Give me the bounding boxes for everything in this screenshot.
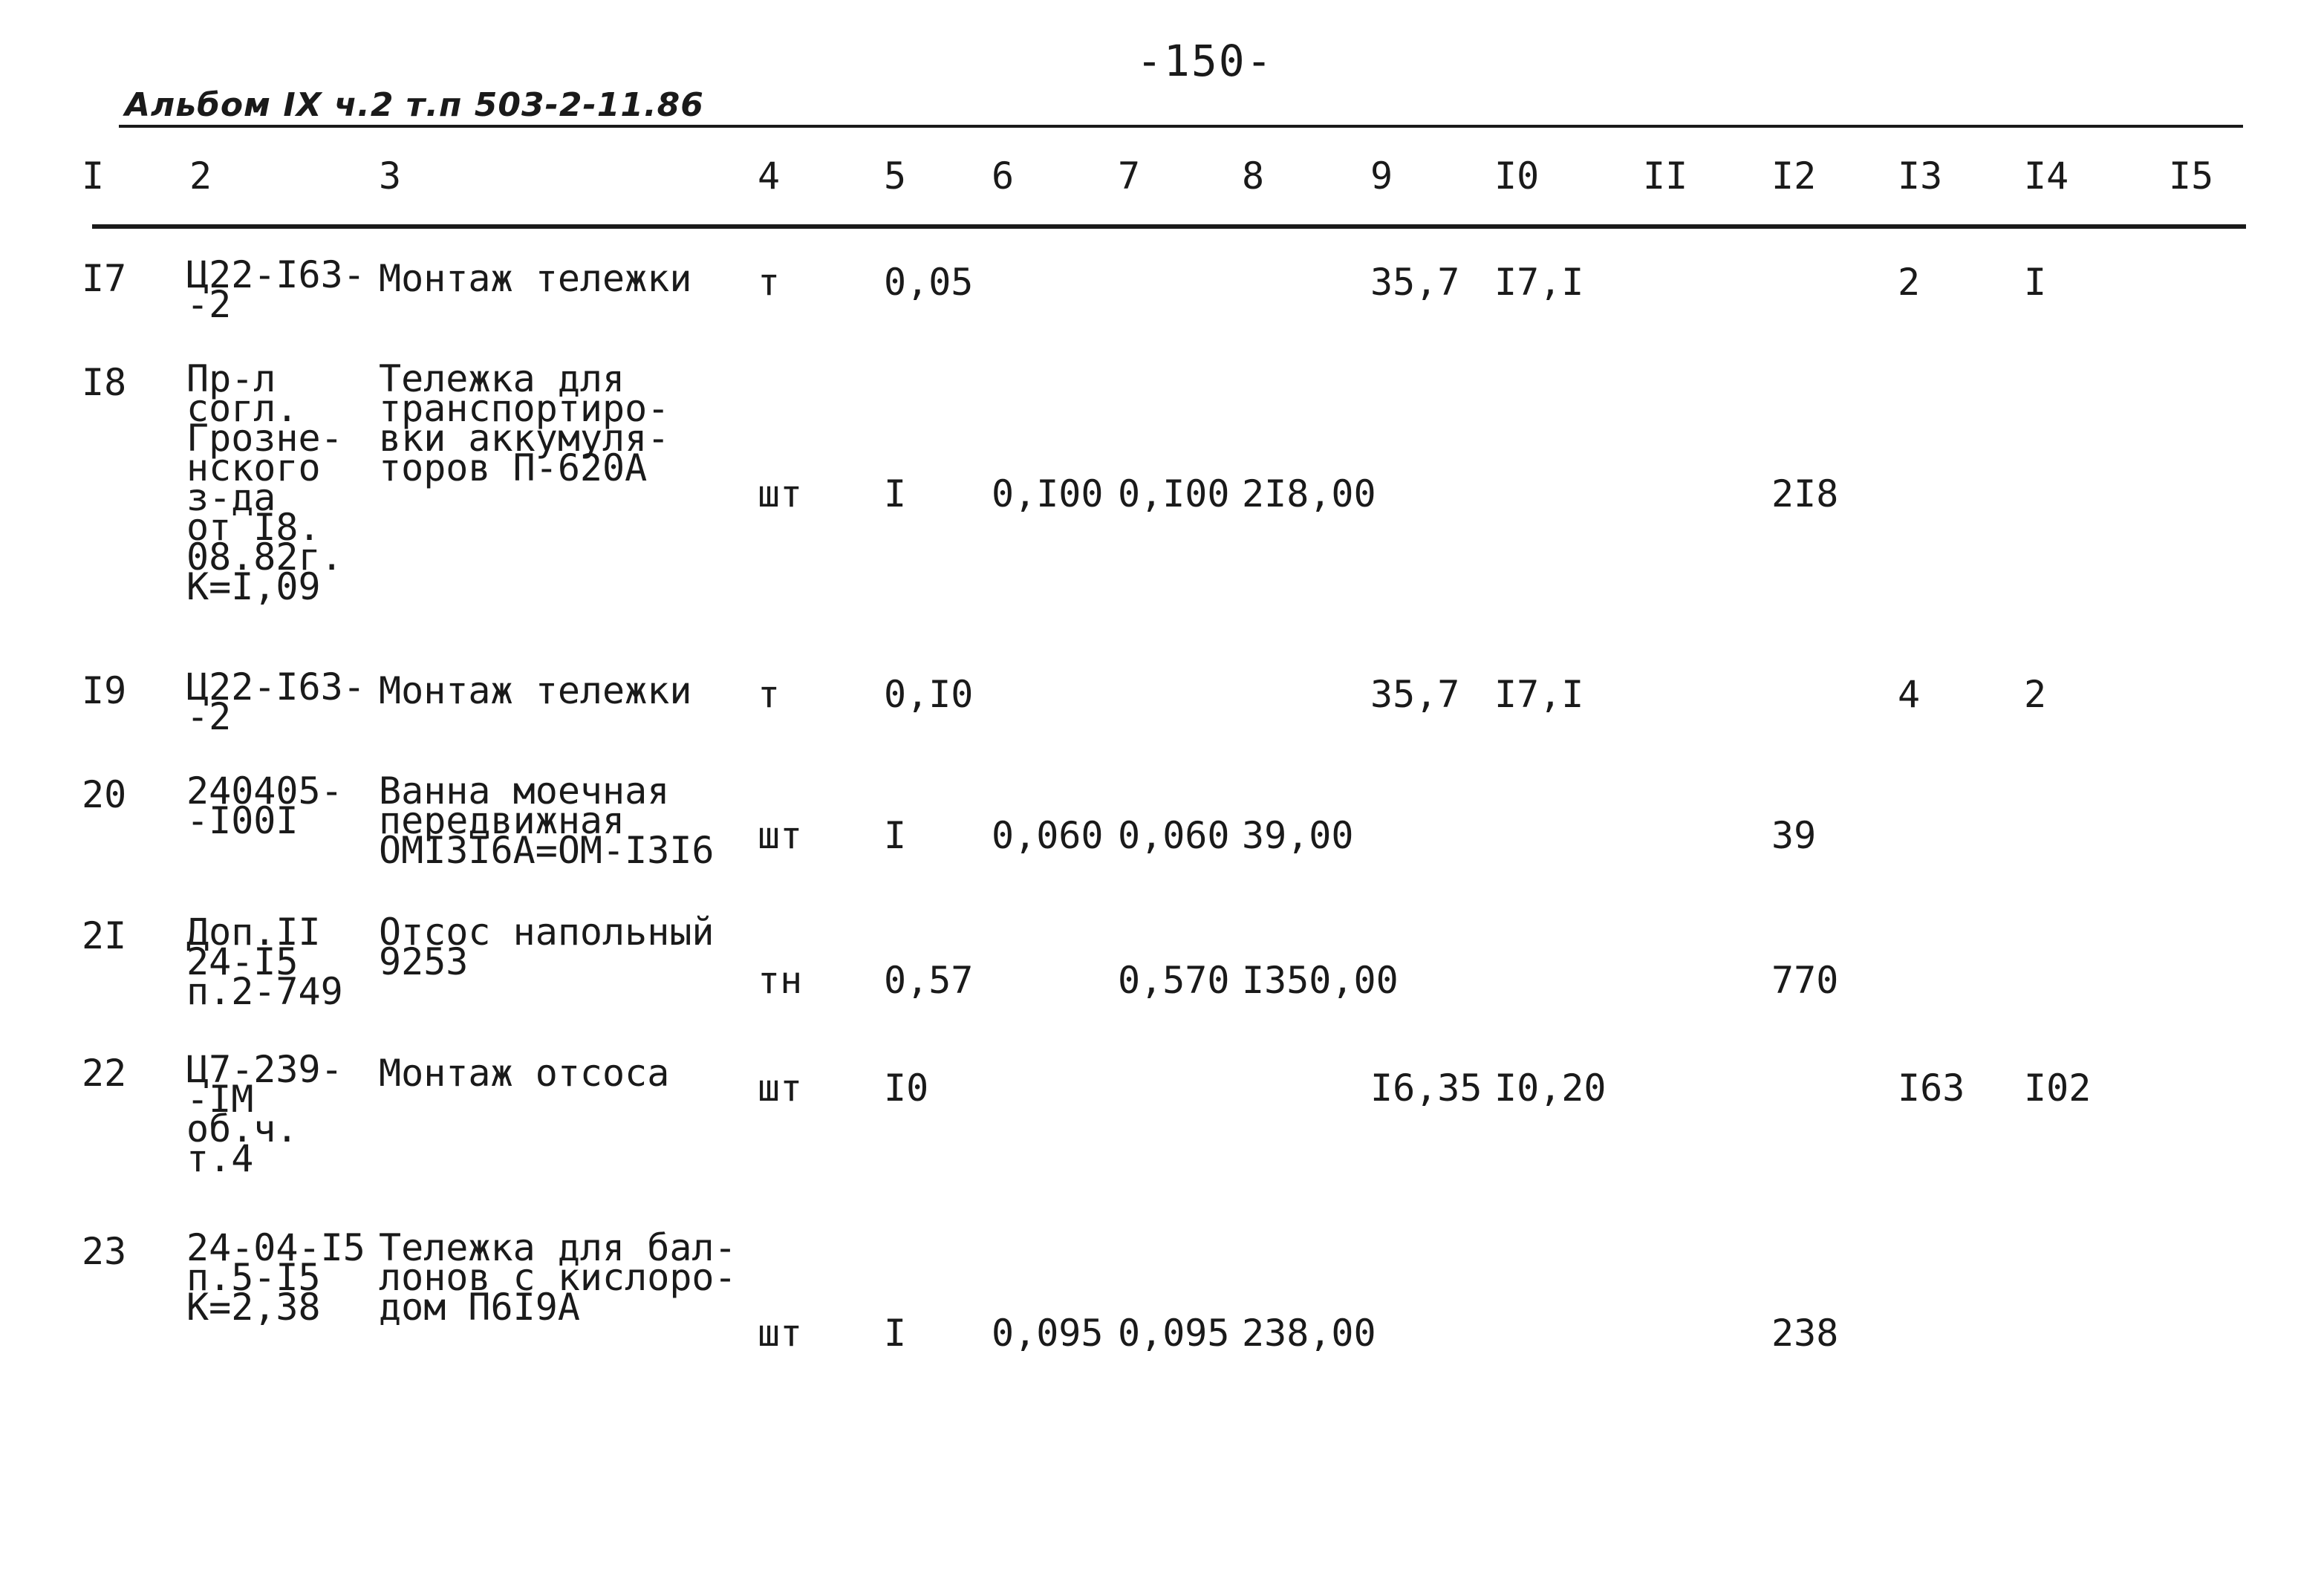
column-header: 6 [992,154,1015,198]
table-cell: I0,20 [1494,1067,1607,1110]
table-cell: I [884,814,907,857]
table-cell: I9 [82,669,127,712]
table-cell: 2 [1898,261,1921,304]
table-cell: I6,35 [1370,1067,1482,1110]
table-cell: 0,I0 [884,673,974,716]
album-note: Альбом IX ч.2 т.п 503-2-11.86 [125,86,704,124]
table-cell: Монтаж тележки [379,669,692,712]
table-cell: 2I8 [1771,472,1839,515]
table-cell: I [2024,261,2047,304]
table-cell: 24-04-I5 п.5-I5 К=2,38 [186,1226,365,1329]
table-cell: I7 [82,257,127,300]
table-cell: Монтаж тележки [379,257,692,300]
table-cell: Ц22-I63- -2 [186,253,365,326]
table-cell: 0,060 [992,814,1104,857]
table-cell: 20 [82,773,127,816]
table-cell: 238 [1771,1312,1839,1355]
table-cell: 770 [1771,959,1839,1002]
table-cell: I63 [1898,1067,1965,1110]
table-cell: 23 [82,1230,127,1273]
table-cell: Ванна моечная передвижная ОМI3I6А=ОМ-I3I6 [379,769,715,872]
table-cell: 35,7 [1370,673,1460,716]
table-cell: 0,060 [1118,814,1230,857]
table-cell: 0,57 [884,959,974,1002]
column-header: 2 [189,154,212,198]
table-cell: 0,095 [992,1312,1104,1355]
column-header: I0 [1494,154,1540,198]
table-cell: т [758,261,781,304]
table-cell: 0,I00 [992,472,1104,515]
table-cell: I02 [2024,1067,2092,1110]
header-bottom-rule [92,224,2246,229]
table-cell: шт [758,1312,803,1355]
table-cell: I7,I [1494,673,1584,716]
table-cell: шт [758,1067,803,1110]
table-cell: 2 [2024,673,2047,716]
table-cell: тн [758,959,803,1002]
table-cell: Ц7-239- -IМ об.ч. т.4 [186,1048,343,1180]
table-cell: 22 [82,1052,127,1095]
table-cell: 238,00 [1242,1312,1376,1355]
table-cell: 39 [1771,814,1817,857]
table-cell: Доп.II 24-I5 п.2-749 [186,911,343,1013]
table-cell: I [884,1312,907,1355]
column-header: II [1643,154,1688,198]
table-cell: I [884,472,907,515]
table-cell: 2I8,00 [1242,472,1376,515]
table-cell: 35,7 [1370,261,1460,304]
table-cell: т [758,673,781,716]
column-header: 5 [884,154,907,198]
column-header: I3 [1898,154,1943,198]
header-top-rule [119,125,2243,128]
column-header: I [82,154,105,198]
column-header: I5 [2169,154,2214,198]
table-cell: шт [758,814,803,857]
column-header: I2 [1771,154,1817,198]
column-header: 8 [1242,154,1265,198]
table-cell: I350,00 [1242,959,1399,1002]
column-header: I4 [2024,154,2069,198]
table-cell: I7,I [1494,261,1584,304]
table-cell: 2I [82,914,127,957]
column-header: 4 [758,154,781,198]
column-header: 7 [1118,154,1141,198]
column-header: 9 [1370,154,1393,198]
table-cell: Монтаж отсоса [379,1052,670,1095]
table-cell: Тележка для транспортиро- вки аккумуля- торов П-620А [379,357,670,489]
table-cell: 0,570 [1118,959,1230,1002]
table-cell: Тележка для бал- лонов с кислоро- дом П6I9А [379,1226,737,1329]
table-cell: Ц22-I63- -2 [186,665,365,738]
table-cell: Отсос напольный 9253 [379,911,715,983]
table-cell: 0,05 [884,261,974,304]
table-cell: 240405- -I00I [186,769,343,842]
table-cell: 0,095 [1118,1312,1230,1355]
column-header: 3 [379,154,402,198]
table-cell: I8 [82,361,127,404]
table-cell: 39,00 [1242,814,1354,857]
table-cell: 4 [1898,673,1921,716]
table-cell: 0,I00 [1118,472,1230,515]
table-cell: шт [758,472,803,515]
table-cell: I0 [884,1067,929,1110]
page-number: -150- [1136,36,1274,86]
table-cell: Пр-л согл. Грозне- нского з-да от I8. 08.82г. К=I,09 [186,357,343,608]
